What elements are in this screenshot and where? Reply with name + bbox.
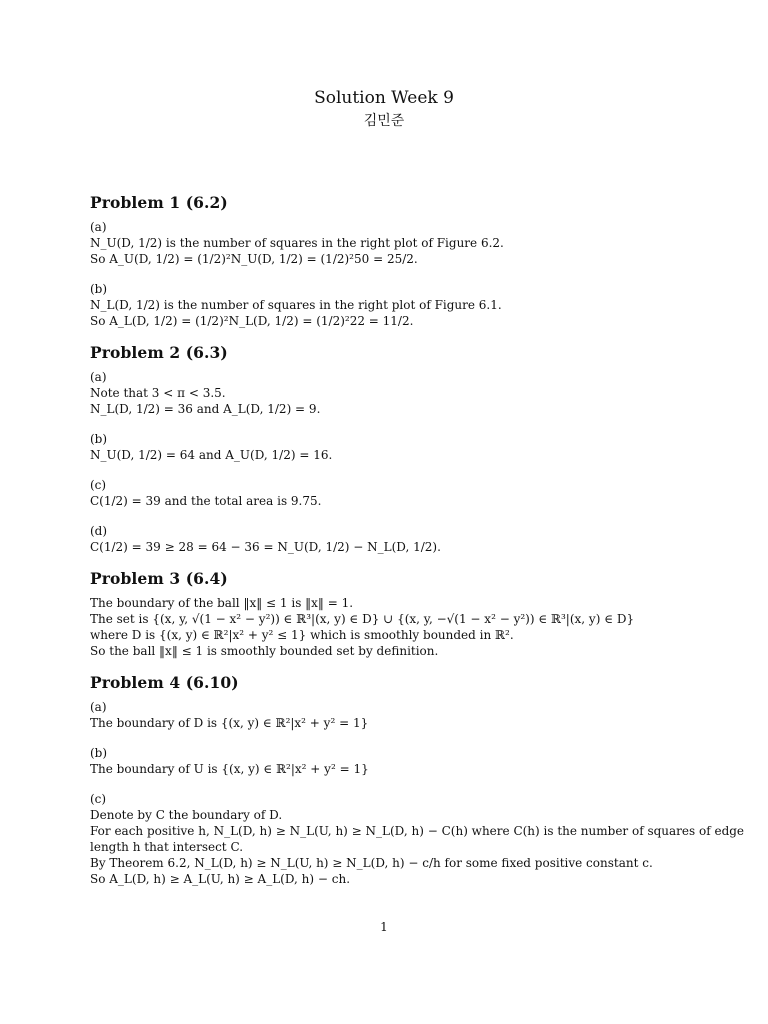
solution-line: N_L(D, 1/2) is the number of squares in the right plot of Figure 6.1. xyxy=(90,298,502,312)
solution-part xyxy=(90,523,690,555)
solution-line: where D is {(x, y) ∈ ℝ²|x² + y² ≤ 1} which is smoothly bounded in ℝ². xyxy=(90,628,514,642)
document-title: Solution Week 9 xyxy=(314,88,454,108)
problem-section xyxy=(90,193,690,329)
solution-line: (a) xyxy=(90,700,107,714)
problem-heading: Problem 2 (6.3) xyxy=(90,343,228,362)
problem-section xyxy=(90,673,745,887)
solution-line: So A_L(D, 1/2) = (1/2)²N_L(D, 1/2) = (1/2)²22 = 11/2. xyxy=(90,314,414,328)
solution-line: C(1/2) = 39 ≥ 28 = 64 − 36 = N_U(D, 1/2) − N_L(D, 1/2). xyxy=(90,540,441,554)
solution-part xyxy=(90,791,745,887)
solution-line: The boundary of the ball ‖x‖ ≤ 1 is ‖x‖ = 1. xyxy=(90,596,354,610)
document-author: 김민준 xyxy=(363,113,405,129)
solution-line: N_L(D, 1/2) = 36 and A_L(D, 1/2) = 9. xyxy=(90,402,321,416)
problem-heading: Problem 3 (6.4) xyxy=(90,569,228,588)
solution-line: (d) xyxy=(90,524,108,538)
problem-section xyxy=(90,569,690,659)
page-number: 1 xyxy=(380,920,388,934)
solution-line: Note that 3 < π < 3.5. xyxy=(90,386,226,400)
solution-line: The boundary of D is {(x, y) ∈ ℝ²|x² + y² = 1} xyxy=(90,716,369,730)
solution-part xyxy=(90,745,690,777)
solution-line: (b) xyxy=(90,432,108,446)
solution-line: C(1/2) = 39 and the total area is 9.75. xyxy=(90,494,322,508)
solution-line: length h that intersect C. xyxy=(90,840,244,854)
solution-line: The boundary of U is {(x, y) ∈ ℝ²|x² + y² = 1} xyxy=(90,762,369,776)
solution-line: N_U(D, 1/2) = 64 and A_U(D, 1/2) = 16. xyxy=(90,448,333,462)
solution-line: For each positive h, N_L(D, h) ≥ N_L(U, h) ≥ N_L(D, h) − C(h) where C(h) is the number of squares of edge xyxy=(90,824,745,838)
solution-line: (c) xyxy=(90,792,107,806)
solution-line: So A_L(D, h) ≥ A_L(U, h) ≥ A_L(D, h) − ch. xyxy=(90,872,351,886)
problem-heading: Problem 4 (6.10) xyxy=(90,673,239,692)
solution-part xyxy=(90,281,690,329)
solution-part xyxy=(90,477,690,509)
solution-line: So A_U(D, 1/2) = (1/2)²N_U(D, 1/2) = (1/2)²50 = 25/2. xyxy=(90,252,418,266)
solution-line: (a) xyxy=(90,370,107,384)
solution-part xyxy=(90,431,690,463)
solution-line: (a) xyxy=(90,220,107,234)
solution-part xyxy=(90,219,690,267)
problem-heading: Problem 1 (6.2) xyxy=(90,193,228,212)
solution-line: By Theorem 6.2, N_L(D, h) ≥ N_L(U, h) ≥ N_L(D, h) − c/h for some fixed positive constant c. xyxy=(90,856,653,870)
solution-part xyxy=(90,595,690,659)
solution-line: (b) xyxy=(90,746,108,760)
solution-line: So the ball ‖x‖ ≤ 1 is smoothly bounded set by definition. xyxy=(90,644,439,658)
solution-line: (b) xyxy=(90,282,108,296)
solution-line: (c) xyxy=(90,478,107,492)
solution-line: The set is {(x, y, √(1 − x² − y²)) ∈ ℝ³|(x, y) ∈ D} ∪ {(x, y, −√(1 − x² − y²)) ∈ ℝ³|(x, y) ∈ D} xyxy=(90,612,635,626)
solution-line: N_U(D, 1/2) is the number of squares in the right plot of Figure 6.2. xyxy=(90,236,504,250)
problem-section xyxy=(90,343,690,555)
solution-part xyxy=(90,369,690,417)
document-body xyxy=(90,193,745,901)
solution-line: Denote by C the boundary of D. xyxy=(90,808,283,822)
solution-part xyxy=(90,699,690,731)
